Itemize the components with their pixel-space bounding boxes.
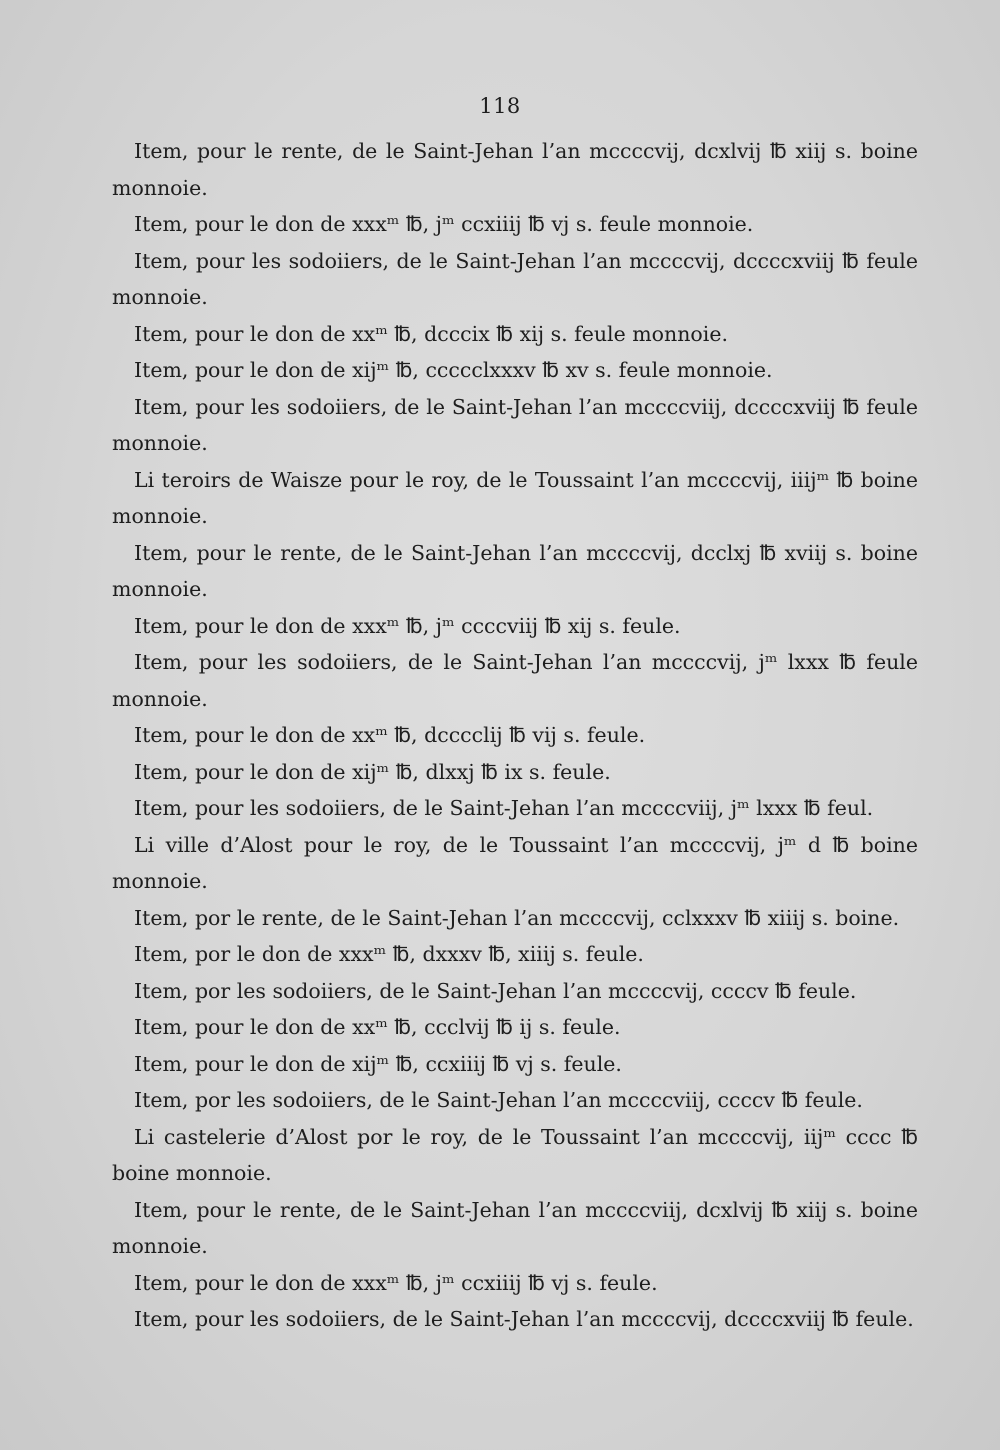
entry-5: Item, pour le don de xijᵐ ℔, ccccclxxxv ℔ xv s. feule monnoie. <box>134 358 773 382</box>
entry-13: Item, pour les sodoiiers, de le Saint-Jehan l’an mccccviij, jᵐ lxxx ℔ feul. <box>134 796 874 820</box>
page-number: 118 <box>479 94 521 118</box>
entry-21: Li castelerie d’Alost por le roy, de le Toussaint l’an mccccvij, iijᵐ cccc ℔ boine monnoie. <box>112 1124 918 1185</box>
entry-11: Item, pour le don de xxᵐ ℔, dcccclij ℔ vij s. feule. <box>134 723 646 747</box>
entry-8: Item, pour le rente, de le Saint-Jehan l’an mccccvij, dcclxj ℔ xviij s. boine monnoie. <box>112 540 918 601</box>
entry-20: Item, por les sodoiiers, de le Saint-Jehan l’an mccccviij, ccccv ℔ feule. <box>134 1088 863 1112</box>
entry-23: Item, pour le don de xxxᵐ ℔, jᵐ ccxiiij ℔ vj s. feule. <box>134 1270 658 1295</box>
entry-4: Item, pour le don de xxᵐ ℔, dcccix ℔ xij s. feule monnoie. <box>134 321 728 346</box>
entry-6: Item, pour les sodoiiers, de le Saint-Jehan l’an mccccviij, dccccxviij ℔ feule monnoie. <box>112 394 918 455</box>
entry-15: Item, por le rente, de le Saint-Jehan l’an mccccvij, cclxxxv ℔ xiiij s. boine. <box>134 905 900 930</box>
entry-19: Item, pour le don de xijᵐ ℔, ccxiiij ℔ vj s. feule. <box>134 1051 622 1076</box>
entry-12: Item, pour le don de xijᵐ ℔, dlxxj ℔ ix s. feule. <box>134 759 611 784</box>
entry-1: Item, pour le rente, de le Saint-Jehan l’an mccccvij, dcxlvij ℔ xiij s. boine monnoie. <box>112 139 918 200</box>
entries-list <box>112 133 918 1338</box>
entry-17: Item, por les sodoiiers, de le Saint-Jehan l’an mccccvij, ccccv ℔ feule. <box>134 978 857 1003</box>
entry-14: Li ville d’Alost pour le roy, de le Toussaint l’an mccccvij, jᵐ d ℔ boine monnoie. <box>112 832 918 893</box>
entry-22: Item, pour le rente, de le Saint-Jehan l’an mccccviij, dcxlvij ℔ xiij s. boine monnoie. <box>112 1197 918 1258</box>
entry-10: Item, pour les sodoiiers, de le Saint-Jehan l’an mccccvij, jᵐ lxxx ℔ feule monnoie. <box>112 650 918 711</box>
entry-16: Item, por le don de xxxᵐ ℔, dxxxv ℔, xiiij s. feule. <box>134 942 644 966</box>
entry-18: Item, pour le don de xxᵐ ℔, ccclvij ℔ ij s. feule. <box>134 1015 621 1039</box>
entry-9: Item, pour le don de xxxᵐ ℔, jᵐ ccccviij ℔ xij s. feule. <box>134 613 681 638</box>
entry-2: Item, pour le don de xxxᵐ ℔, jᵐ ccxiiij ℔ vj s. feule monnoie. <box>134 212 754 236</box>
entry-24: Item, pour les sodoiiers, de le Saint-Jehan l’an mccccvij, dccccxviij ℔ feule. <box>134 1307 914 1331</box>
entry-3: Item, pour les sodoiiers, de le Saint-Jehan l’an mccccvij, dccccxviij ℔ feule monnoie. <box>112 248 918 309</box>
entry-7: Li teroirs de Waisze pour le roy, de le Toussaint l’an mccccvij, iiijᵐ ℔ boine monnoie. <box>112 467 918 528</box>
